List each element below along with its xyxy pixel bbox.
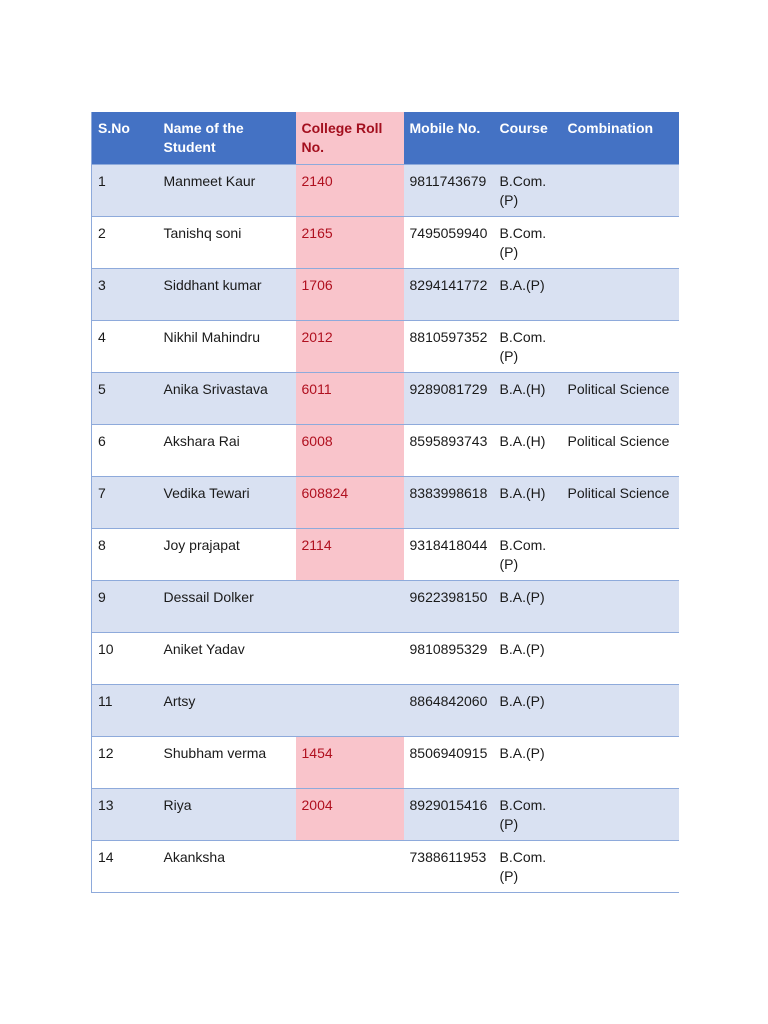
cell-mobile: 9810895329 (404, 632, 494, 684)
cell-combination (562, 528, 679, 580)
header-row (92, 112, 679, 164)
cell-name: Tanishq soni (158, 216, 296, 268)
table-row (92, 424, 679, 476)
cell-roll: 6008 (296, 424, 404, 476)
cell-mobile: 8506940915 (404, 736, 494, 788)
table-row (92, 840, 679, 892)
cell-roll: 6011 (296, 372, 404, 424)
table-body (92, 164, 679, 892)
cell-course: B.Com.(P) (494, 164, 562, 216)
cell-combination: Political Science (562, 476, 679, 528)
cell-combination (562, 840, 679, 892)
cell-mobile: 9622398150 (404, 580, 494, 632)
table-row (92, 164, 679, 216)
table-header (92, 112, 679, 164)
cell-roll: 2114 (296, 528, 404, 580)
cell-roll: 608824 (296, 476, 404, 528)
cell-mobile: 9289081729 (404, 372, 494, 424)
cell-mobile: 9811743679 (404, 164, 494, 216)
table-row (92, 476, 679, 528)
cell-combination: Political Science (562, 424, 679, 476)
cell-combination (562, 320, 679, 372)
cell-mobile: 7495059940 (404, 216, 494, 268)
table-row (92, 372, 679, 424)
cell-name: Dessail Dolker (158, 580, 296, 632)
cell-name: Vedika Tewari (158, 476, 296, 528)
cell-roll (296, 840, 404, 892)
cell-combination (562, 788, 679, 840)
header-mobile: Mobile No. (409, 120, 481, 136)
student-table (91, 112, 679, 893)
cell-sno: 13 (92, 788, 158, 840)
cell-name: Nikhil Mahindru (158, 320, 296, 372)
cell-course: B.Com.(P) (494, 840, 562, 892)
cell-course: B.A.(P) (494, 632, 562, 684)
cell-course: B.Com.(P) (494, 320, 562, 372)
cell-combination (562, 736, 679, 788)
header-sno: S.No (92, 112, 158, 164)
cell-name: Riya (158, 788, 296, 840)
cell-roll (296, 580, 404, 632)
cell-course: B.A.(H) (494, 372, 562, 424)
cell-name: Joy prajapat (158, 528, 296, 580)
header-name: Name of the Student (163, 120, 244, 155)
cell-course: B.A.(H) (494, 424, 562, 476)
cell-name: Akshara Rai (158, 424, 296, 476)
cell-name: Anika Srivastava (158, 372, 296, 424)
cell-course: B.Com.(P) (494, 216, 562, 268)
cell-mobile: 7388611953 (404, 840, 494, 892)
cell-sno: 14 (92, 840, 158, 892)
cell-combination (562, 216, 679, 268)
cell-course: B.Com.(P) (494, 528, 562, 580)
cell-combination (562, 632, 679, 684)
cell-combination: Political Science (562, 372, 679, 424)
cell-course: B.A.(P) (494, 268, 562, 320)
cell-combination (562, 684, 679, 736)
cell-roll: 2012 (296, 320, 404, 372)
cell-mobile: 8864842060 (404, 684, 494, 736)
cell-course: B.Com.(P) (494, 788, 562, 840)
cell-course: B.A.(P) (494, 736, 562, 788)
cell-name: Aniket Yadav (158, 632, 296, 684)
cell-sno: 6 (92, 424, 158, 476)
cell-roll: 1454 (296, 736, 404, 788)
cell-mobile: 8383998618 (404, 476, 494, 528)
cell-sno: 7 (92, 476, 158, 528)
cell-sno: 9 (92, 580, 158, 632)
cell-name: Siddhant kumar (158, 268, 296, 320)
cell-course: B.A.(P) (494, 684, 562, 736)
cell-sno: 4 (92, 320, 158, 372)
cell-name: Manmeet Kaur (158, 164, 296, 216)
cell-sno: 3 (92, 268, 158, 320)
cell-mobile: 9318418044 (404, 528, 494, 580)
header-course: Course (499, 120, 548, 136)
cell-name: Shubham verma (158, 736, 296, 788)
cell-name: Akanksha (158, 840, 296, 892)
cell-sno: 10 (92, 632, 158, 684)
cell-roll (296, 632, 404, 684)
cell-mobile: 8810597352 (404, 320, 494, 372)
cell-sno: 5 (92, 372, 158, 424)
cell-roll: 2165 (296, 216, 404, 268)
cell-sno: 1 (92, 164, 158, 216)
cell-name: Artsy (158, 684, 296, 736)
cell-combination (562, 164, 679, 216)
cell-combination (562, 580, 679, 632)
cell-combination (562, 268, 679, 320)
cell-roll: 2004 (296, 788, 404, 840)
cell-course: B.A.(H) (494, 476, 562, 528)
cell-course: B.A.(P) (494, 580, 562, 632)
cell-mobile: 8294141772 (404, 268, 494, 320)
cell-sno: 8 (92, 528, 158, 580)
cell-mobile: 8595893743 (404, 424, 494, 476)
table-row (92, 216, 679, 268)
cell-sno: 2 (92, 216, 158, 268)
cell-sno: 11 (92, 684, 158, 736)
table-row (92, 684, 679, 736)
table-row (92, 268, 679, 320)
table-row (92, 788, 679, 840)
cell-roll: 1706 (296, 268, 404, 320)
header-roll: College Roll No. (296, 112, 404, 164)
table-row (92, 632, 679, 684)
table-row (92, 736, 679, 788)
cell-roll: 2140 (296, 164, 404, 216)
table-row (92, 320, 679, 372)
table-row (92, 528, 679, 580)
header-combination: Combination (567, 120, 654, 136)
cell-sno: 12 (92, 736, 158, 788)
table-row (92, 580, 679, 632)
cell-mobile: 8929015416 (404, 788, 494, 840)
cell-roll (296, 684, 404, 736)
